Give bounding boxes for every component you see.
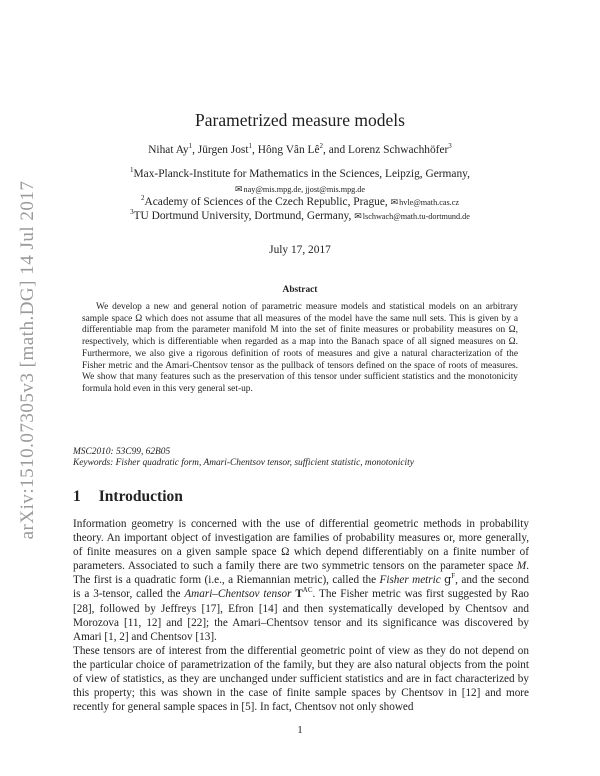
page-number: 1 (297, 724, 303, 736)
paper-title: Parametrized measure models (195, 110, 405, 130)
author-name: Jürgen Jost (197, 144, 249, 156)
arxiv-stamp: arXiv:1510.07305v3 [math.DG] 14 Jul 2017 (17, 180, 38, 540)
keywords (73, 458, 414, 468)
affiliation-2: $^2$Academy of Sciences of the Czech Republic, Prague, ✉hvle@math.cas.cz (141, 194, 459, 208)
envelope-icon: ✉ (390, 197, 399, 207)
paragraph: Information geometry is concerned with the use of differential geometric methods in probability theory. An important object of investigation are families of probability measures or, more generally, of finite measures on a given sample space Ω which depend differentiably on a finite number of parameters. Associated to such a family there are two symmetric tensors on the parameter space M. The first is a quadratic form (i.e., a Riemannian metric), called the Fisher metric $g^F$, and the second is a 3-tensor, called the Amari–Chentsov tensor $T^{AC}$. The Fisher metric was first suggested by Rao [28], followed by Jeffreys [17], Efron [14] and then systematically developed by Chentsov and Morozova [11, 12] and [22]; the Amari–Chentsov tensor and its significance was discovered by Amari [1, 2] and Chentsov [13]. (73, 518, 530, 643)
msc-codes: MSC2010: 53C99, 62B05 (73, 447, 171, 457)
envelope-icon: ✉ (354, 211, 362, 221)
paper-date: July 17, 2017 (269, 244, 331, 256)
paragraph: These tensors are of interest from the differential geometric point of view as they do not depend on the particular choice of parametrization of the family, but they are also natural objects from the point of view of statistics, as they are unchanged under sufficient statistics and are in fact characterized by this property; this was shown in the case of finite sample spaces by Chentsov in [12] and more recently for general sample spaces in [5]. In fact, Chentsov not only showed (73, 644, 529, 714)
abstract-heading: Abstract (282, 285, 318, 295)
keywords-list: Fisher quadratic form, Amari-Chentsov tensor, sufficient statistic, monotonicity (115, 458, 414, 468)
intro-body (73, 517, 529, 714)
abstract-text: We develop a new and general notion of parametric measure models and statistical models on an arbitrary sample space Ω which does not assume that all measures of the model have the same null sets. This is given by a differentiable map from the parameter manifold M into the set of finite measures or probability measures on Ω, respectively, which is differentiable when regarded as a map into the Banach space of all signed measures on Ω. Furthermore, we also give a rigorous definition of roots of measures and give a natural characterization of the Fisher metric and the Amari-Chentsov tensor as the pullback of tensors defined on the space of roots of measures. We show that many features such as the preservation of this tensor under sufficient statistics and the monotonicity formula hold even in this very general set-up. (82, 302, 518, 394)
author-name: Nihat Ay (148, 144, 189, 156)
section-number: 1 (73, 488, 81, 505)
author-list: Nihat Ay$^1$, Jürgen Jost$^1$, Hông Vân $Lê^2$, and Lorenz Schwachhöfer$^3$ (148, 142, 452, 156)
email-link[interactable]: lschwach@math.tu-dortmund.de (362, 212, 470, 221)
author-name: Hông Vân Lê (257, 144, 320, 156)
section-title: Introduction (98, 488, 183, 505)
email-link[interactable]: hvle@math.cas.cz (399, 198, 459, 207)
keywords-label: Keywords: (73, 458, 114, 468)
email-line: ✉nay@mis.mpg.de, jjost@mis.mpg.de (234, 184, 366, 194)
affiliation-1: $^1$Max-Planck-Institute for Mathematics in the Sciences, Leipzig, Germany, (130, 166, 470, 180)
section-heading (73, 488, 183, 506)
envelope-icon: ✉ (234, 184, 243, 194)
author-name: and Lorenz Schwachhöfer (328, 144, 449, 156)
affiliation-3: $^3$TU Dortmund University, Dortmund, Germany, ✉lschwach@math.tu-dortmund.de (130, 208, 470, 222)
